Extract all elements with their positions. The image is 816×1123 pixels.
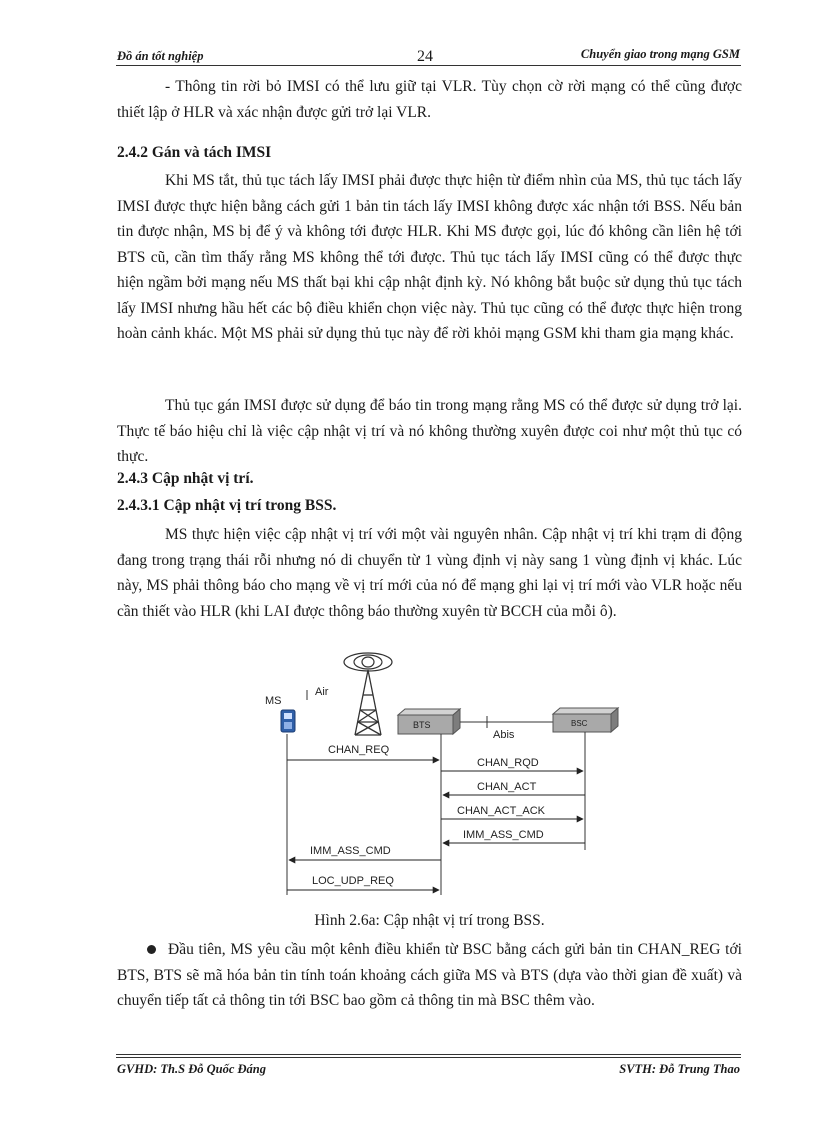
heading-2-4-3: 2.4.3 Cập nhật vị trí. <box>117 470 254 487</box>
svg-text:BSC: BSC <box>571 719 588 728</box>
paragraph-detach: Khi MS tắt, thủ tục tách lấy IMSI phải được thực hiện từ điểm nhìn của MS, thủ tục tách lấy IMSI được thực hiện bằng cách gửi 1 bản tin tách lấy IMSI không được xác nhận tới BSS. Nếu bản tin được nhận, MS bị để ý và không tới được HLR. Khi MS được gọi, lúc đó không cần liên hệ tới BTS cũ, cần tìm thấy rằng MS không thể tới được. Thủ tục tách lấy IMSI cũng có thể được thực hiện ngầm bởi mạng nếu MS thất bại khi cập nhật định kỳ. Nó không bắt buộc sử dụng thủ tục tách lấy IMSI nhưng hầu hết các bộ điều khiển chọn việc này. Thủ tục cũng có thể được thực hiện trong hoàn cảnh khác. Một MS phải sử dụng thủ tục này để rời khỏi mạng GSM khi tham gia mạng khác. <box>117 172 742 342</box>
page-number: 24 <box>417 48 433 65</box>
bsc-box <box>553 708 618 732</box>
msg-chan-req: CHAN_REQ <box>328 744 390 756</box>
msg-imm-ass-cmd-bts: IMM_ASS_CMD <box>310 845 391 857</box>
footer-left: GVHD: Th.S Đỗ Quốc Đáng <box>117 1062 266 1076</box>
air-label: Air <box>315 686 329 698</box>
paragraph-vlr: - Thông tin rời bỏ IMSI có thể lưu giữ tại VLR. Tùy chọn cờ rời mạng có thể cũng được thiết lập ở HLR và xác nhận được gửi trở lại VLR. <box>117 78 742 121</box>
msg-chan-rqd: CHAN_RQD <box>477 757 539 769</box>
footer-right: SVTH: Đỗ Trung Thao <box>619 1062 740 1076</box>
ms-label: MS <box>265 695 282 707</box>
footer-rule-2 <box>116 1057 741 1058</box>
paragraph-location-update: MS thực hiện việc cập nhật vị trí với một vài nguyên nhân. Cập nhật vị trí khi trạm di động đang trong trạng thái rỗi nhưng nó di chuyển từ 1 vùng định vị này sang 1 vùng định vị khác. Lúc này, MS phải thông báo cho mạng về vị trí mới của nó để mạng ghi lại vị trí mới vào VLR hoặc nếu cần thiết vào HLR (khi LAI được thông báo thường xuyên từ BCCH của mỗi ô). <box>117 526 742 620</box>
location-update-diagram <box>255 650 635 910</box>
mobile-phone-icon <box>281 710 295 732</box>
figure-caption: Hình 2.6a: Cập nhật vị trí trong BSS. <box>314 912 545 929</box>
bullet-text: Đầu tiên, MS yêu cầu một kênh điều khiển từ BSC bằng cách gửi bản tin CHAN_REG tới BTS, BTS sẽ mã hóa bản tin tính toán khoảng cách giữa MS và BTS (dựa vào thời gian đề xuất) và chuyển tiếp tất cả thông tin tới BSC bao gồm cả thông tin mà BSC thêm vào. <box>117 941 742 1009</box>
paragraph-attach: Thủ tục gán IMSI được sử dụng để báo tin trong mạng rằng MS có thể được sử dụng trở lại. Thực tế báo hiệu chỉ là việc cập nhật vị trí và nó không thường xuyên được coi như một thủ tục có thực. <box>117 397 742 465</box>
header-rule <box>116 65 741 66</box>
bullet-icon <box>147 945 156 954</box>
abis-label: Abis <box>493 729 515 741</box>
radio-waves-icon <box>344 653 392 671</box>
header-right: Chuyển giao trong mạng GSM <box>580 47 740 61</box>
msg-chan-act-ack: CHAN_ACT_ACK <box>457 805 546 817</box>
footer-rule <box>116 1054 741 1055</box>
msg-imm-ass-cmd-bsc: IMM_ASS_CMD <box>463 829 544 841</box>
bts-box <box>398 709 460 734</box>
msg-chan-act: CHAN_ACT <box>477 781 537 793</box>
heading-2-4-2: 2.4.2 Gán và tách IMSI <box>117 144 272 161</box>
heading-2-4-3-1: 2.4.3.1 Cập nhật vị trí trong BSS. <box>117 497 337 514</box>
svg-text:BTS: BTS <box>413 720 431 730</box>
header-left: Đồ án tốt nghiệp <box>117 49 204 63</box>
bullet-paragraph <box>117 937 742 1014</box>
msg-loc-udp-req: LOC_UDP_REQ <box>312 875 394 887</box>
antenna-tower-icon <box>355 670 381 735</box>
